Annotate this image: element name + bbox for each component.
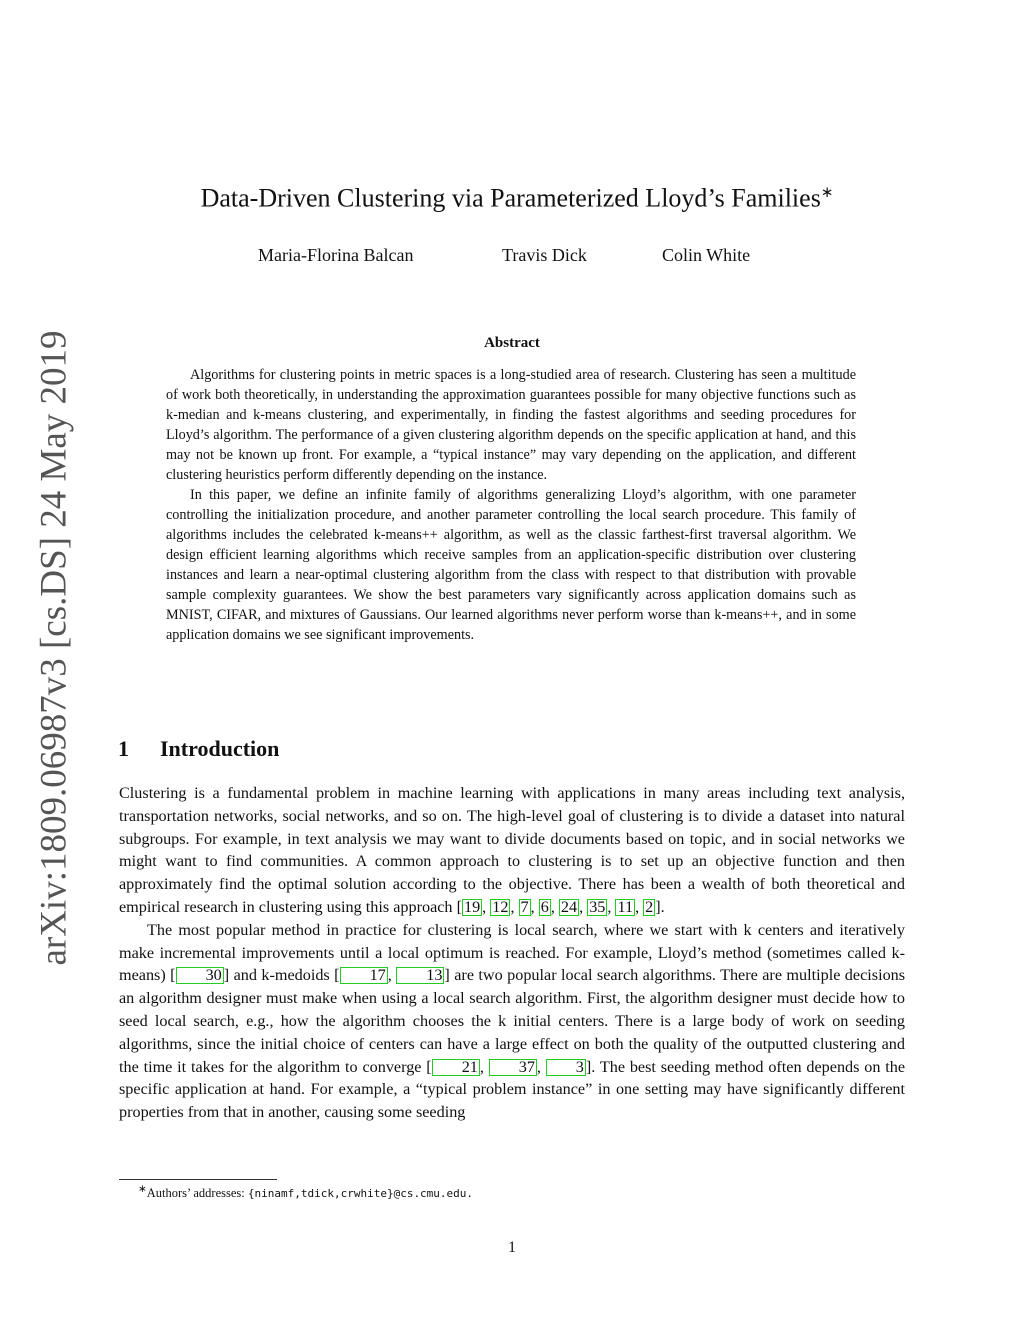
footnote-label: Authors’ addresses: [146, 1186, 245, 1201]
arxiv-identifier: arXiv:1809.06987v3 [cs.DS] 24 May 2019 [33, 330, 75, 966]
citation-link[interactable]: 11 [617, 897, 634, 916]
citation-link[interactable]: 12 [492, 897, 509, 916]
citation-link[interactable]: 35 [589, 897, 606, 916]
intro-p2-text-b: and k-medoids [233, 966, 330, 985]
paper-title [0, 183, 1024, 214]
footnote [138, 1183, 473, 1201]
citation-link[interactable]: 17 [340, 967, 388, 984]
citation-link[interactable]: 19 [463, 897, 481, 916]
author-3: Colin White [662, 245, 751, 265]
intro-p2-text-d: The best seeding method often depends on the specific application at hand. For example, a “typical problem instance” in one setting may have significantly different properties from that in another, causing some seeding [119, 1057, 906, 1122]
intro-paragraph-1: Clustering is a fundamental problem in machine learning with applications in many areas including text analysis, transportation networks, social networks, and so on. The high-level goal of clustering is to divide a dataset into natural subgroups. For example, in text analysis we may want to divide documents based on topic, and in social networks we might want to find communities. A common approach to clustering is to set up an objective function and then approximately find the optimal solution according to the objective. There has been a wealth of both theoretical and empirical research in clustering using this approach [ 19 , 12 , 7 , 6 , 24 , 35 , 11 , 2 ]. [119, 784, 905, 916]
section-title: Introduction [160, 736, 280, 761]
intro-paragraph-2: The most popular method in practice for clustering is local search, where we start with k centers and iteratively make incremental improvements until a local optimum is reached. For example, Lloyd’s method (sometimes called k-means) [ 30 ] and k-medoids [ 17 , 13 ] are two popular local search algorithms. There are multiple decisions an algorithm designer must make when using a local search algorithm. First, the algorithm designer must decide how to seed local search, e.g., how the algorithm chooses the k initial centers. There is a large body of work on seeding algorithms, since the initial choice of centers can have a large effect on both the quality of the outputted clustering and the time it takes for the algorithm to converge [ 21 , 37 , 3 ]. The best seeding method often depends on the specific application at hand. For example, a “typical problem instance” in one setting may have significantly different properties from that in another, causing some seeding [119, 920, 906, 1122]
citation-link[interactable]: 7 [520, 897, 529, 916]
author-2: Travis Dick [502, 245, 587, 265]
author-1: Maria-Florina Balcan [258, 245, 414, 265]
intro-p2-text-a: The most popular method in practice for clustering is local search, where we start with k centers and iteratively make incremental improvements until a local optimum is reached. For example, Lloyd’s method (sometimes called k-means) [119, 920, 905, 985]
footnote-rule [119, 1179, 277, 1180]
citation-link[interactable]: 6 [540, 897, 549, 916]
footnote-emails: {ninamf,tdick,crwhite}@cs.cmu.edu. [247, 1187, 474, 1201]
citation-link[interactable]: 13 [396, 967, 444, 984]
citation-link[interactable]: 37 [489, 1059, 537, 1076]
intro-p2-text-c: are two popular local search algorithms. There are multiple decisions an algorithm designer must make when using a local search algorithm. First, the algorithm designer must decide how to seed local search, e.g., how the algorithm chooses the k initial centers. There is a large body of work on seeding algorithms, since the initial choice of centers can have a large effect on both the quality of the outputted clustering and the time it takes for the algorithm to converge [119, 966, 906, 1076]
footnote-mark: ∗ [138, 1184, 147, 1195]
section-number: 1 [118, 736, 129, 761]
citation-link[interactable]: 24 [560, 897, 578, 916]
title-footnote-mark: ∗ [820, 185, 834, 201]
page-number: 1 [508, 1239, 516, 1256]
citation-link[interactable]: 21 [432, 1059, 480, 1076]
abstract-paragraph-2: In this paper, we define an infinite family of algorithms generalizing Lloyd’s algorithm, with one parameter controlling the initialization procedure, and another parameter controlling the local search procedure. This family of algorithms includes the celebrated k-means++ algorithm, as well as the classic farthest-first traversal algorithm. We design efficient learning algorithms which receive samples from an application-specific distribution over clustering instances and learn a near-optimal clustering algorithm from the class with respect to that distribution with provable sample complexity guarantees. We show the best parameters vary significantly across application domains such as MNIST, CIFAR, and mixtures of Gaussians. Our learned algorithms never perform worse than k-means++, and in some application domains we see significant improvements. [166, 487, 856, 643]
abstract-paragraph-1: Algorithms for clustering points in metric spaces is a long-studied area of research. Clustering has seen a multitude of work both theoretically, in understanding the approximation guarantees possible for many objective functions such as k-median and k-means clustering, and experimentally, in finding the fastest algorithms and seeding procedures for Lloyd’s algorithm. The performance of a given clustering algorithm depends on the specific application at hand, and this may not be known up front. For example, a “typical instance” may vary depending on the application, and different clustering heuristics perform differently depending on the instance. [166, 367, 856, 483]
paper-title-text: Data-Driven Clustering via Parameterized Lloyd’s Families [200, 183, 821, 213]
section-heading [118, 736, 279, 762]
abstract-body [166, 365, 856, 645]
abstract-heading: Abstract [484, 335, 540, 351]
citation-link[interactable]: 2 [645, 897, 654, 916]
citation-link[interactable]: 3 [546, 1059, 586, 1076]
citation-link[interactable]: 30 [176, 967, 224, 984]
intro-p1-text: Clustering is a fundamental problem in machine learning with applications in many areas including text analysis, transportation networks, social networks, and so on. The high-level goal of clustering is to divide a dataset into natural subgroups. For example, in text analysis we may want to divide documents based on topic, and in social networks we might want to find communities. A common approach to clustering is to set up an objective function and then approximately find the optimal solution according to the objective. There has been a wealth of both theoretical and empirical research in clustering using this approach [119, 784, 905, 916]
introduction-body [119, 782, 905, 1124]
